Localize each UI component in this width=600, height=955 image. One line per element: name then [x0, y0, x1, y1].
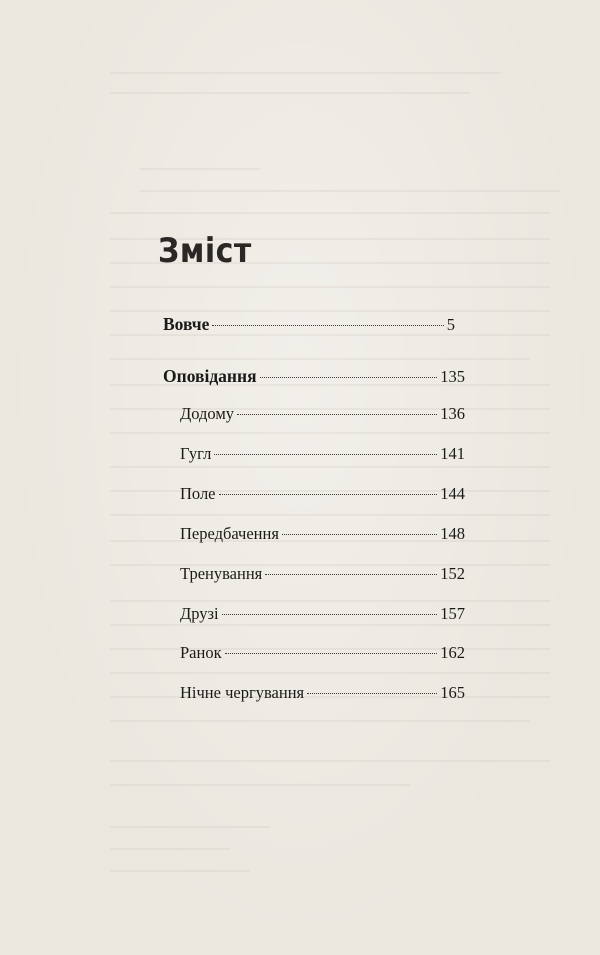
toc-entry-nichne-cherhuvannia[interactable]: [180, 683, 465, 703]
toc-dot-leader: [219, 494, 438, 495]
toc-entry-label: Ранок: [180, 643, 222, 662]
toc-entry-page: 144: [440, 484, 465, 503]
toc-entry-page: 141: [440, 444, 465, 463]
toc-entry-page: 162: [440, 643, 465, 662]
toc-entry-pole[interactable]: [180, 484, 465, 504]
toc-entry-page: 157: [440, 604, 465, 623]
toc-entry-page: 148: [440, 524, 465, 543]
toc-entry-label: Тренування: [180, 564, 263, 583]
toc-entry-page: 165: [440, 683, 465, 702]
toc-dot-leader: [307, 693, 437, 694]
toc-entry-druzi[interactable]: [180, 604, 465, 624]
page-title: Зміст: [158, 232, 252, 272]
toc-dot-leader: [237, 414, 437, 415]
toc-entry-label: Передбачення: [180, 524, 279, 543]
toc-dot-leader: [265, 574, 437, 575]
toc-entry-label: Вовче: [163, 314, 210, 334]
toc-dot-leader: [225, 653, 438, 654]
toc-entry-label: Друзі: [180, 604, 219, 623]
toc-entry-page: 5: [446, 315, 455, 334]
toc-entry-trenuvannia[interactable]: [180, 564, 465, 584]
toc-entry-label: Оповідання: [163, 366, 257, 386]
toc-dot-leader: [260, 377, 438, 378]
toc-entry-page: 152: [440, 564, 465, 583]
toc-entry-page: 135: [440, 367, 465, 386]
toc-entry-label: Додому: [180, 404, 235, 423]
toc-entry-ranok[interactable]: [180, 643, 465, 663]
toc-entry-hugl[interactable]: [180, 444, 465, 464]
toc-dot-leader: [214, 454, 437, 455]
toc-entry-label: Поле: [180, 484, 216, 503]
toc-entry-page: 136: [440, 404, 465, 423]
toc-entry-opovidannia[interactable]: [163, 366, 465, 387]
toc-dot-leader: [282, 534, 437, 535]
toc-dot-leader: [222, 614, 438, 615]
toc-entry-label: Нічне чергування: [180, 683, 305, 702]
toc-entry-dodomu[interactable]: [180, 404, 465, 424]
toc-entry-peredbachennia[interactable]: [180, 524, 465, 544]
toc-entry-label: Гугл: [180, 444, 212, 463]
toc-dot-leader: [212, 325, 443, 326]
toc-entry-vovche[interactable]: [163, 314, 455, 335]
